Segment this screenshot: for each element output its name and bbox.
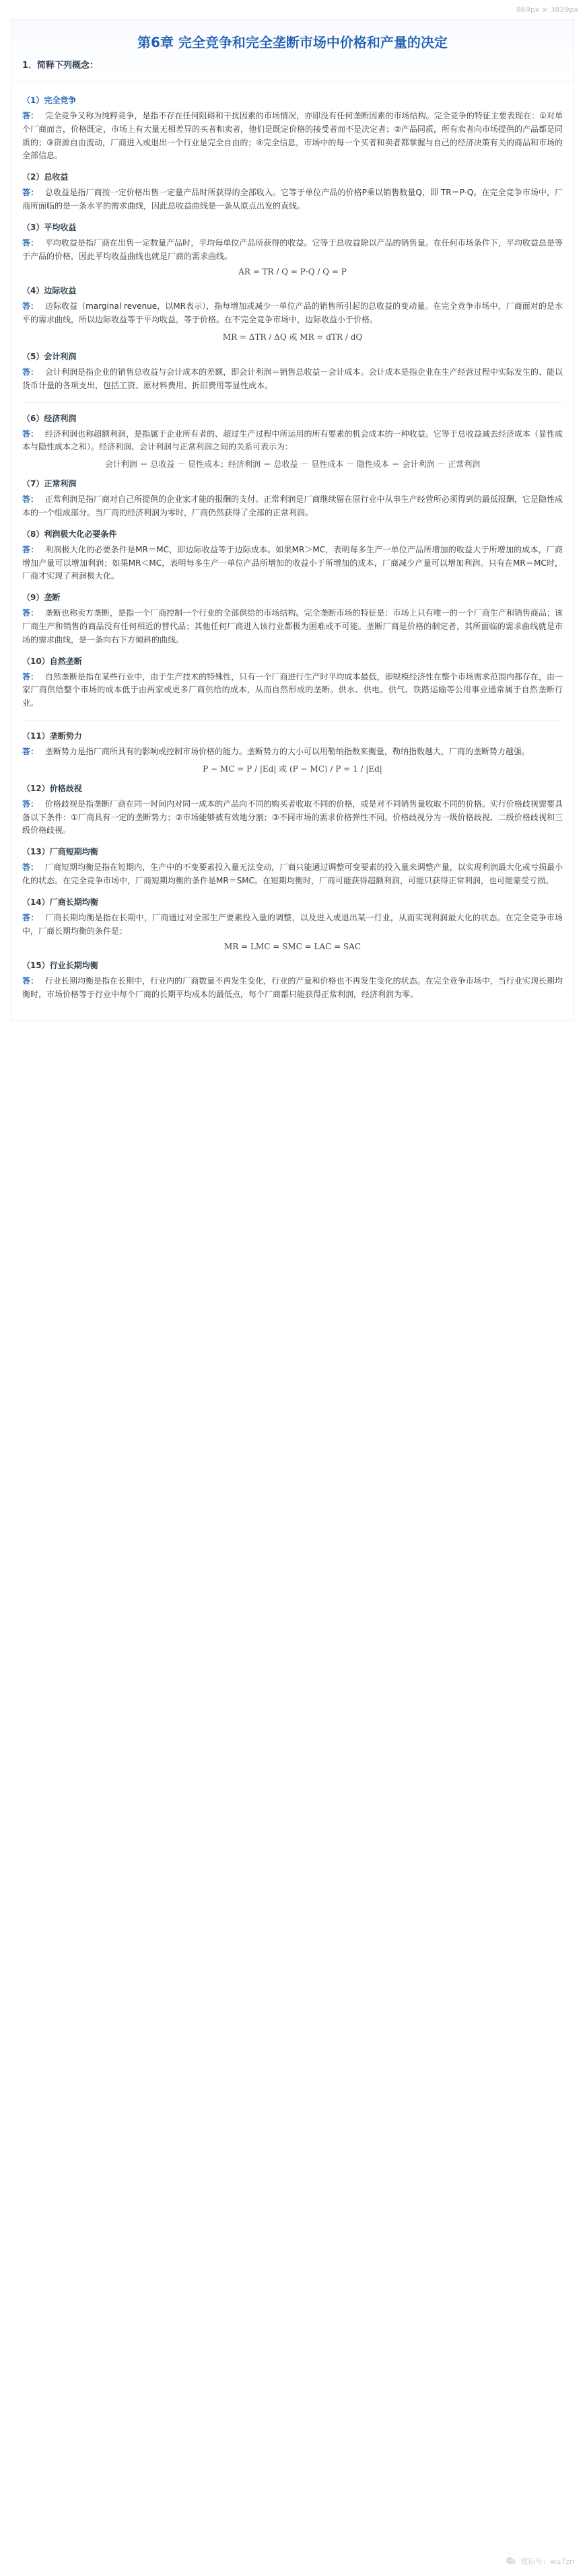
concept-text xyxy=(22,428,563,455)
concept-text xyxy=(22,912,563,939)
concept-title: （5）会计利润 xyxy=(22,351,77,361)
concept-text xyxy=(22,861,563,888)
concept-title: （11）垄断势力 xyxy=(22,731,82,741)
concept-item-8 xyxy=(22,528,563,583)
concept-text xyxy=(22,798,563,838)
concept-item-7 xyxy=(22,478,563,520)
answer-label: 答： xyxy=(22,671,39,682)
concept-text xyxy=(22,237,563,264)
concept-text xyxy=(22,493,563,520)
concept-title: （9）垄断 xyxy=(22,593,61,603)
concept-text xyxy=(22,110,563,163)
concept-text xyxy=(22,300,563,327)
concept-title: （2）总收益 xyxy=(22,172,69,182)
document-content xyxy=(11,82,574,1021)
concept-title: （14）厂商长期均衡 xyxy=(22,897,98,907)
concept-item-11 xyxy=(22,730,563,774)
answer-body: 厂商长期均衡是指在长期中，厂商通过对全部生产要素投入量的调整，以及进入或退出某一行业，从而实现利润最大化的状态。在完全竞争市场中，厂商长期均衡的条件是： xyxy=(22,912,563,936)
concept-text xyxy=(22,186,563,213)
answer-label: 答： xyxy=(22,367,39,377)
concept-item-9 xyxy=(22,591,563,647)
concept-title: （6）经济利润 xyxy=(22,413,77,423)
answer-label: 答： xyxy=(22,237,39,248)
concept-item-13 xyxy=(22,846,563,888)
answer-label: 答： xyxy=(22,608,39,618)
concept-title: （10）自然垄断 xyxy=(22,656,82,666)
answer-label: 答： xyxy=(22,301,39,311)
chapter-title: 第6章 完全竞争和完全垄断市场中价格和产量的决定 xyxy=(137,34,448,50)
answer-body: 正常利润是指厂商对自己所提供的企业家才能的报酬的支付。正常利润是厂商继续留在原行业中从事生产经营所必须得到的最低报酬，它是隐性成本的一个组成部分。当厂商的经济利润为零时，厂商仍然获得了全部的正常利润。 xyxy=(22,494,563,517)
answer-body: 总收益是指厂商按一定价格出售一定量产品时所获得的全部收入。它等于单位产品的价格P乘以销售数量Q，即 TR＝P·Q。在完全竞争市场中，厂商所面临的是一条水平的需求曲线，因此总收益曲线是一条从原点出发的直线。 xyxy=(22,188,563,211)
answer-body: 厂商短期均衡是指在短期内，生产中的不变要素投入量无法变动，厂商只能通过调整可变要素的投入量来调整产量，以实现利润最大化或亏损最小化的状态。在完全竞争市场中，厂商短期均衡的条件是MR＝SMC。在短期均衡时，厂商可能获得超额利润，可能只获得正常利润，也可能蒙受亏损。 xyxy=(22,862,563,885)
concept-item-15 xyxy=(22,959,563,1002)
answer-label: 答： xyxy=(22,862,39,873)
answer-body: 垄断势力是指厂商所具有的影响或控制市场价格的能力。垄断势力的大小可以用勒纳指数来衡量，勒纳指数越大，厂商的垄断势力越强。 xyxy=(44,746,530,756)
document-panel xyxy=(11,19,574,1021)
concept-item-6 xyxy=(22,412,563,470)
document-header xyxy=(11,20,574,82)
concept-item-2 xyxy=(22,171,563,213)
concept-text xyxy=(22,366,563,393)
concept-item-3 xyxy=(22,221,563,277)
answer-label: 答： xyxy=(22,799,39,809)
concept-text xyxy=(22,975,563,1002)
concept-title: （1）完全竞争 xyxy=(22,96,77,105)
answer-body: 自然垄断是指在某些行业中，由于生产技术的特殊性，只有一个厂商进行生产时平均成本最低，即规模经济性在整个市场需求范围内都存在，由一家厂商供给整个市场的成本低于由两家或更多厂商供给的成本，从而自然形成的垄断。供水、供电、供气、铁路运输等公用事业通常属于自然垄断行业。 xyxy=(22,671,563,708)
answer-label: 答： xyxy=(22,188,39,198)
concept-item-10 xyxy=(22,655,563,710)
concept-item-4 xyxy=(22,285,563,342)
answer-body: 价格歧视是指垄断厂商在同一时间内对同一成本的产品向不同的购买者收取不同的价格，或是对不同销售量收取不同的价格。实行价格歧视需要具备以下条件：①厂商具有一定的垄断势力；②市场能够被有效地分割；③不同市场的需求价格弹性不同。价格歧视分为一级价格歧视、二级价格歧视和三级价格歧视。 xyxy=(22,799,563,836)
answer-body: 边际收益（marginal revenue，以MR表示），指每增加或减少一单位产品的销售所引起的总收益的变动量。在完全竞争市场中，厂商面对的是水平的需求曲线，所以边际收益等于平均收益，等于价格。在不完全竞争市场中，边际收益小于价格。 xyxy=(22,301,563,325)
answer-body: 平均收益是指厂商在出售一定数量产品时，平均每单位产品所获得的收益。它等于总收益除以产品的销售量。在任何市场条件下，平均收益总是等于产品的价格，因此平均收益曲线也就是厂商的需求曲线。 xyxy=(22,237,563,261)
concept-item-5 xyxy=(22,351,563,393)
concept-title: （13）厂商短期均衡 xyxy=(22,847,98,857)
formula: MR = ΔTR / ΔQ 或 MR = dTR / dQ xyxy=(222,332,363,342)
concept-title: （8）利润极大化必要条件 xyxy=(22,529,117,539)
answer-label: 答： xyxy=(22,912,39,922)
watermark xyxy=(506,2556,574,2567)
answer-body: 利润极大化的必要条件是MR＝MC，即边际收益等于边际成本。如果MR＞MC，表明每多生产一单位产品所增加的收益大于所增加的成本，厂商增加产量可以增加利润；如果MR＜MC，表明每多生产一单位产品所增加的收益小于所增加的成本，厂商减少产量可以增加利润。只有在MR＝MC时，厂商才实现了利润极大化。 xyxy=(22,544,563,581)
concept-item-14 xyxy=(22,896,563,952)
concept-title: （4）边际收益 xyxy=(22,286,77,296)
concept-item-12 xyxy=(22,782,563,838)
answer-body: 行业长期均衡是指在长期中，行业内的厂商数量不再发生变化，行业的产量和价格也不再发生变化的状态。在完全竞争市场中，当行业实现长期均衡时，市场价格等于行业中每个厂商的长期平均成本的最低点，每个厂商都只能获得正常利润，经济利润为零。 xyxy=(22,976,563,1000)
watermark-text: 微信号：wu7zn xyxy=(520,2557,574,2566)
concept-text xyxy=(22,544,563,583)
answer-label: 答： xyxy=(22,976,39,986)
answer-label: 答： xyxy=(22,494,39,505)
answer-body: 完全竞争又称为纯粹竞争，是指不存在任何阻碍和干扰因素的市场情况，亦即没有任何垄断因素的市场结构。完全竞争的特征主要表现在：①对单个厂商而言，价格既定，市场上有大量无相差异的买者和卖者，他们是既定价格的接受者而不是决定者；②产品同质，所有卖者向市场提供的产品都是同质的；③资源自由流动，厂商进入或退出一个行业是完全自由的；④完全信息，市场中的每一个买者和卖者都掌握与自己的经济决策有关的商品和市场的全部信息。 xyxy=(22,111,563,161)
formula: 会计利润 ＝ 总收益 － 显性成本；经济利润 ＝ 总收益 － 显性成本 － 隐性成本 ＝ 会计利润 － 正常利润 xyxy=(104,459,481,470)
answer-body: 经济利润也称超额利润，是指属于企业所有者的、超过生产过程中所运用的所有要素的机会成本的一种收益。它等于总收益减去经济成本（显性成本与隐性成本之和）。经济利润、会计利润与正常利润之间的关系可表示为： xyxy=(22,429,563,452)
answer-label: 答： xyxy=(22,429,39,439)
concept-text xyxy=(22,745,563,759)
concept-title: （3）平均收益 xyxy=(22,222,77,232)
concept-text xyxy=(22,607,563,647)
concept-text xyxy=(22,671,563,710)
answer-label: 答： xyxy=(22,111,39,120)
topbar xyxy=(0,0,585,19)
formula: P − MC = P / |Ed| 或 (P − MC) / P = 1 / |Ed| xyxy=(203,764,382,774)
divider xyxy=(22,720,563,721)
answer-body: 会计利润是指企业的销售总收益与会计成本的差额，即会计利润＝销售总收益－会计成本。会计成本是指企业在生产经营过程中实际发生的、能以货币计量的各项支出，包括工资、原材料费用、折旧费用等显性成本。 xyxy=(22,367,563,390)
formula: MR = LMC = SMC = LAC = SAC xyxy=(223,942,362,952)
concept-title: （12）价格歧视 xyxy=(22,783,82,793)
divider xyxy=(22,402,563,403)
section-title: 1．简释下列概念： xyxy=(22,61,99,71)
concept-title: （15）行业长期均衡 xyxy=(22,961,98,971)
dimensions-label: 869px × 3829px xyxy=(516,5,578,14)
answer-body: 垄断也称卖方垄断，是指一个厂商控制一个行业的全部供给的市场结构。完全垄断市场的特征是：市场上只有唯一的一个厂商生产和销售商品；该厂商生产和销售的商品没有任何相近的替代品；其他任何厂商进入该行业都极为困难或不可能。垄断厂商是价格的制定者，其所面临的需求曲线就是市场的需求曲线，是一条向右下方倾斜的曲线。 xyxy=(22,608,563,645)
concept-title: （7）正常利润 xyxy=(22,479,77,489)
wechat-icon xyxy=(506,2556,516,2567)
concept-item-1 xyxy=(22,94,563,163)
answer-label: 答： xyxy=(22,746,39,756)
formula: AR = TR / Q = P·Q / Q = P xyxy=(238,267,347,277)
answer-label: 答： xyxy=(22,544,39,554)
